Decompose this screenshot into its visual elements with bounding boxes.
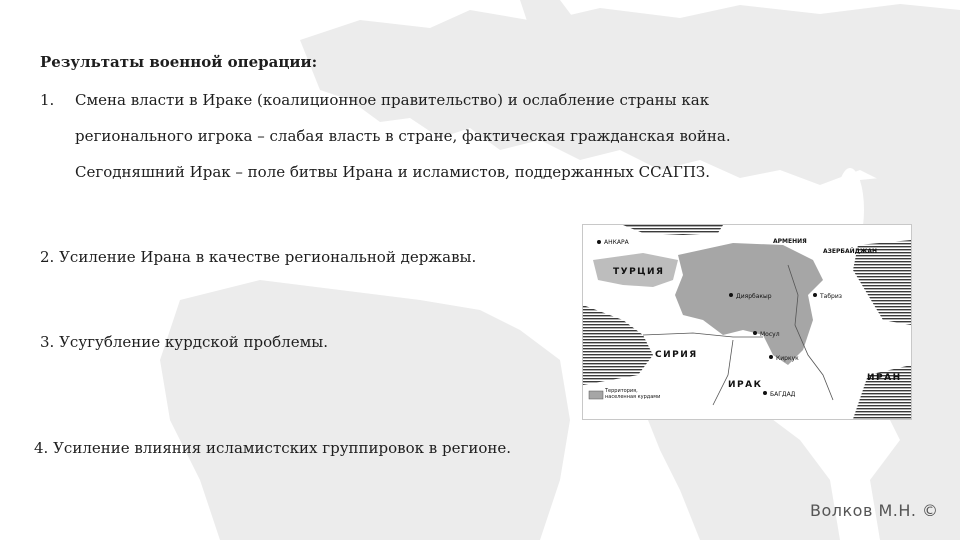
label-azerbaijan: АЗЕРБАЙДЖАН [823, 248, 877, 255]
label-diyarbakir: Диярбакыр [736, 293, 772, 300]
kurdistan-map [582, 224, 912, 420]
point-1-line-2: регионального игрока – слабая власть в стране, фактическая гражданская война. [75, 127, 731, 145]
slide-heading: Результаты военной операции: [40, 53, 318, 71]
label-tabriz: Табриз [820, 293, 842, 300]
legend-text: Территория, населенная курдами [605, 388, 661, 400]
label-iran: ИРАН [867, 373, 902, 383]
label-ankara: АНКАРА [604, 239, 629, 246]
point-2: 2. Усиление Ирана в качестве региональной державы. [40, 248, 477, 266]
author-signature: Волков М.Н. © [810, 501, 939, 520]
label-syria: СИРИЯ [655, 350, 698, 360]
label-armenia: АРМЕНИЯ [773, 238, 807, 245]
legend-swatch [589, 391, 603, 399]
label-kirkuk: Киркук [776, 355, 799, 362]
point-3: 3. Усугубление курдской проблемы. [40, 333, 328, 351]
point-4: 4. Усиление влияния исламистских группировок в регионе. [34, 439, 512, 457]
point-1-number: 1. [40, 91, 55, 109]
africa-landmass [160, 280, 570, 540]
label-mosul: Мосул [760, 331, 780, 338]
point-1-line-1: Смена власти в Ираке (коалиционное правительство) и ослабление страны как [75, 91, 710, 109]
black-sea [580, 178, 700, 222]
label-iraq: ИРАК [728, 380, 763, 390]
label-turkey: ТУРЦИЯ [613, 267, 665, 277]
label-baghdad: БАГДАД [770, 391, 796, 398]
point-1-line-3: Сегодняшний Ирак – поле битвы Ирана и исламистов, поддержанных ССАГПЗ. [75, 163, 711, 181]
